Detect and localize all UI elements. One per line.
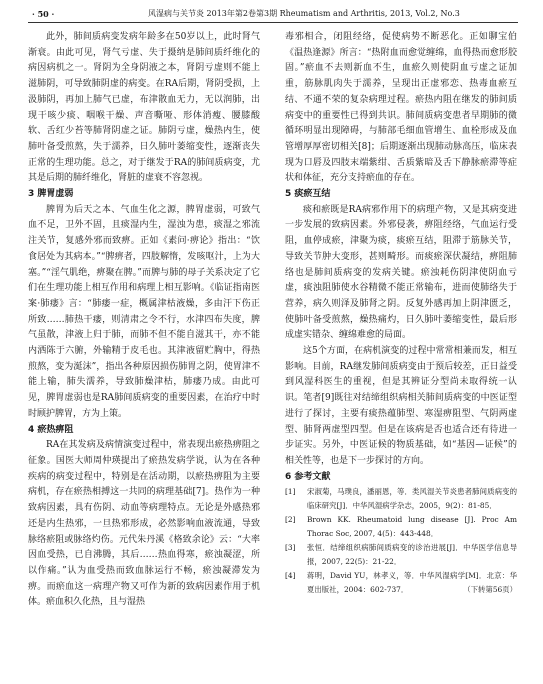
right-column bbox=[285, 30, 517, 597]
section-heading: 4 瘀热痹阻 bbox=[28, 424, 74, 435]
paragraph: 这5个方面，在病机演变的过程中常常相兼而发，相互影响。目前，RA继发肺间质病变由于预后较差，正日益受到风湿科医生的重视，但是其辨证分型尚未取得统一认识。笔者[9]既往对结缔组织病相关肺间质病变的中医证型进行了探讨，主要有痰热蕴肺型、寒湿痹阻型、气阴两虚型、肺肾两虚型四型。但是在该病是否也适合还有待进一步证实。另外，中医证候的物质基础，如“基因—证候”的相关性等，也是下一步探讨的方向。 bbox=[285, 346, 517, 466]
reference-text: Brown KK. Rheumatoid lung disease [J]. Proc Am Thorac Soc, 2007, 4(5)：443-448． bbox=[307, 515, 517, 539]
reference-number: [3] bbox=[285, 543, 296, 553]
reference-number: [2] bbox=[285, 515, 296, 525]
journal-title: 风湿病与关节炎 2013年第2卷第3期 Rheumatism and Arthritis, 2013, Vol.2, No.3 bbox=[148, 9, 460, 18]
section-heading: 5 痰瘀互结 bbox=[285, 189, 331, 200]
reference-list bbox=[285, 485, 517, 597]
references-heading: 6 参考文献 bbox=[285, 471, 331, 482]
left-column bbox=[28, 30, 260, 611]
page-number: · 50 · bbox=[32, 9, 55, 19]
reference-number: [4] bbox=[285, 571, 296, 581]
page-header bbox=[28, 6, 518, 22]
reference-item bbox=[285, 541, 517, 569]
paragraph: RA在其发病及病情演变过程中，常表现出瘀热痹阻之征象。国医大师周仲瑛提出了瘀热发病学说，认为在各种疾病的病变过程中，特别是在活动期，以瘀热痹阻为主要病机，存在瘀热相搏这一共同的病理基础[7]。热作为一种致病因素，具有伤阴、动血等病理特点。无论是外感热邪还是内生热邪，一旦热邪形成，必然影响血液流通，导致脉络瘀阻或脉络灼伤。元代朱丹溪《格致余论》云：“大率因血受热，已自沸腾，其后……热血得寒，瘀浊凝涩，所以作痛。”认为血受热而致血脉运行不畅，瘀浊凝滞发为痹。而瘀血这一病理产物又可作为新的致病因素作用于机体。瘀血积久化热，且与湿热 bbox=[28, 440, 260, 608]
reference-text: 张恒．结缔组织病肺间质病变的诊治进展[J]．中华医学信息导报，2007, 22(5)：21-22． bbox=[307, 543, 517, 567]
header-rule bbox=[28, 22, 518, 23]
continued-note: （下转第56页） bbox=[463, 585, 517, 595]
reference-number: [1] bbox=[285, 487, 296, 497]
paragraph: 痰和瘀既是RA病邪作用下的病理产物，又是其病变进一步发展的致病因素。外邪侵袭，痹阻经络，气血运行受阻，血停成瘀，津聚为痰，痰瘀互结，阻滞于筋脉关节，导致关节肿大变形，甚则畸形。而痰瘀深伏凝结，痹阻肺络也是肺间质病变的发病关键。瘀浊耗伤阴津使阴血亏虚，痰浊阻肺使水谷精微不能正常输布，进而使肺络失于营养，病久则泽及肺肾之阴。反复外感再加上阴津匮乏，使肺叶备受煎熬，燥热痛灼，日久肺叶萎缩变性，最后形成虚实错杂、缠绵难愈的局面。 bbox=[285, 204, 517, 341]
section-heading: 3 脾胃虚弱 bbox=[28, 189, 74, 200]
reference-item bbox=[285, 513, 517, 541]
reference-text: 蒋明，David YU，林孝义，等．中华风湿病学[M]．北京：华夏出版社，2004：602-737． bbox=[307, 571, 517, 595]
paragraph: 脾胃为后天之本、气血生化之源，脾胃虚弱，可致气血不足，卫外不固，且痰湿内生，湿浊为患，痰湿之邪流注关节，复感外邪而致痹。正如《素问·痹论》指出：“饮食居处为其病本。”“脾痹者，四肢解惰，发咳呕汁，上为大塞。”“淫气肌绝，痹聚在脾。”而脾与肺的母子关系决定了它们在生理功能上相互作用和病理上相互影响。《临证指南医案·肺痿》言：“肺痿一症，概属津枯液燥，多由汗下伤正所致……肺热干痿，则清肃之令不行，水津四布失度，脾气虽散，津液上归于肺，而肺不但不能自滋其干，亦不能内洒陈于六腑，外输精于皮毛也。其津液留贮胸中，得热煎熬，变为涎沫”，指出各种原因损伤肺胃之阴，使胃津不能上输，肺失濡养，导致肺燥津枯，肺痿乃成。由此可见，脾胃虚弱也是RA肺间质病变的重要因素，在治疗中时时顾护脾胃，方为上策。 bbox=[28, 204, 260, 419]
reference-item bbox=[285, 485, 517, 513]
paragraph: 毒邪相合，闭阻经络，促使病势不断恶化。正如聊宝伯《温热逢源》所言：“热附血而愈觉缠绵，血得热而愈形胶固。”瘀血不去则新血不生，血瘀久则使阴血亏虚之证加重，筋脉肌肉失于濡养，呈现出正虚邪恋、热毒血瘀互结、不通不荣的复杂病理过程。瘀热内阻在继发的肺间质病变中的重要性已得到共识。肺间质病变患者早期肺的微循环明显出现障碍，与肺部毛细血管增生、血栓形成及血管增厚厚密切相关[8]；后期逐渐出现肺动脉高压，临床表现为口唇及四肢末端紫绀、舌质紫暗及舌下静脉瘀滞等症状和体征，充分支持瘀血的存在。 bbox=[285, 32, 517, 184]
reference-item bbox=[285, 569, 517, 597]
reference-text: 宋淑菊，马璞良，潘丽恩，等．类风湿关节炎患者肺间质病变的临床研究[J]．中华风湿病学杂志，2005，9(2)：81-85． bbox=[307, 487, 517, 511]
paragraph: 此外，肺间质病变发病年龄多在50岁以上，此时肾气渐衰。由此可见，肾气亏虚、失于摄纳是肺间质纤维化的病因病机之一。肾阴为全身阴液之本，肾阴亏虚则不能上滋肺阴，可导致肺阴虚的病变。在RA后期，肾阴受损，上汲肺阴，再加上肺气已虚，布津散血无力，无以润肺，出现干咳少痰、咽喉干燥、声音嘶哑、形体消瘦、腰膝酸软、舌红少苔等肺肾阴虚之证。肺阴亏虚，燥热内生，使肺叶备受煎熬，失于濡养，日久肺叶萎缩变性，逐渐丧失正常的生理功能。总之，对于继发于RA的肺间质病变，尤其是后期的肺纤维化，肾脏的虚衰不容忽视。 bbox=[28, 32, 260, 184]
